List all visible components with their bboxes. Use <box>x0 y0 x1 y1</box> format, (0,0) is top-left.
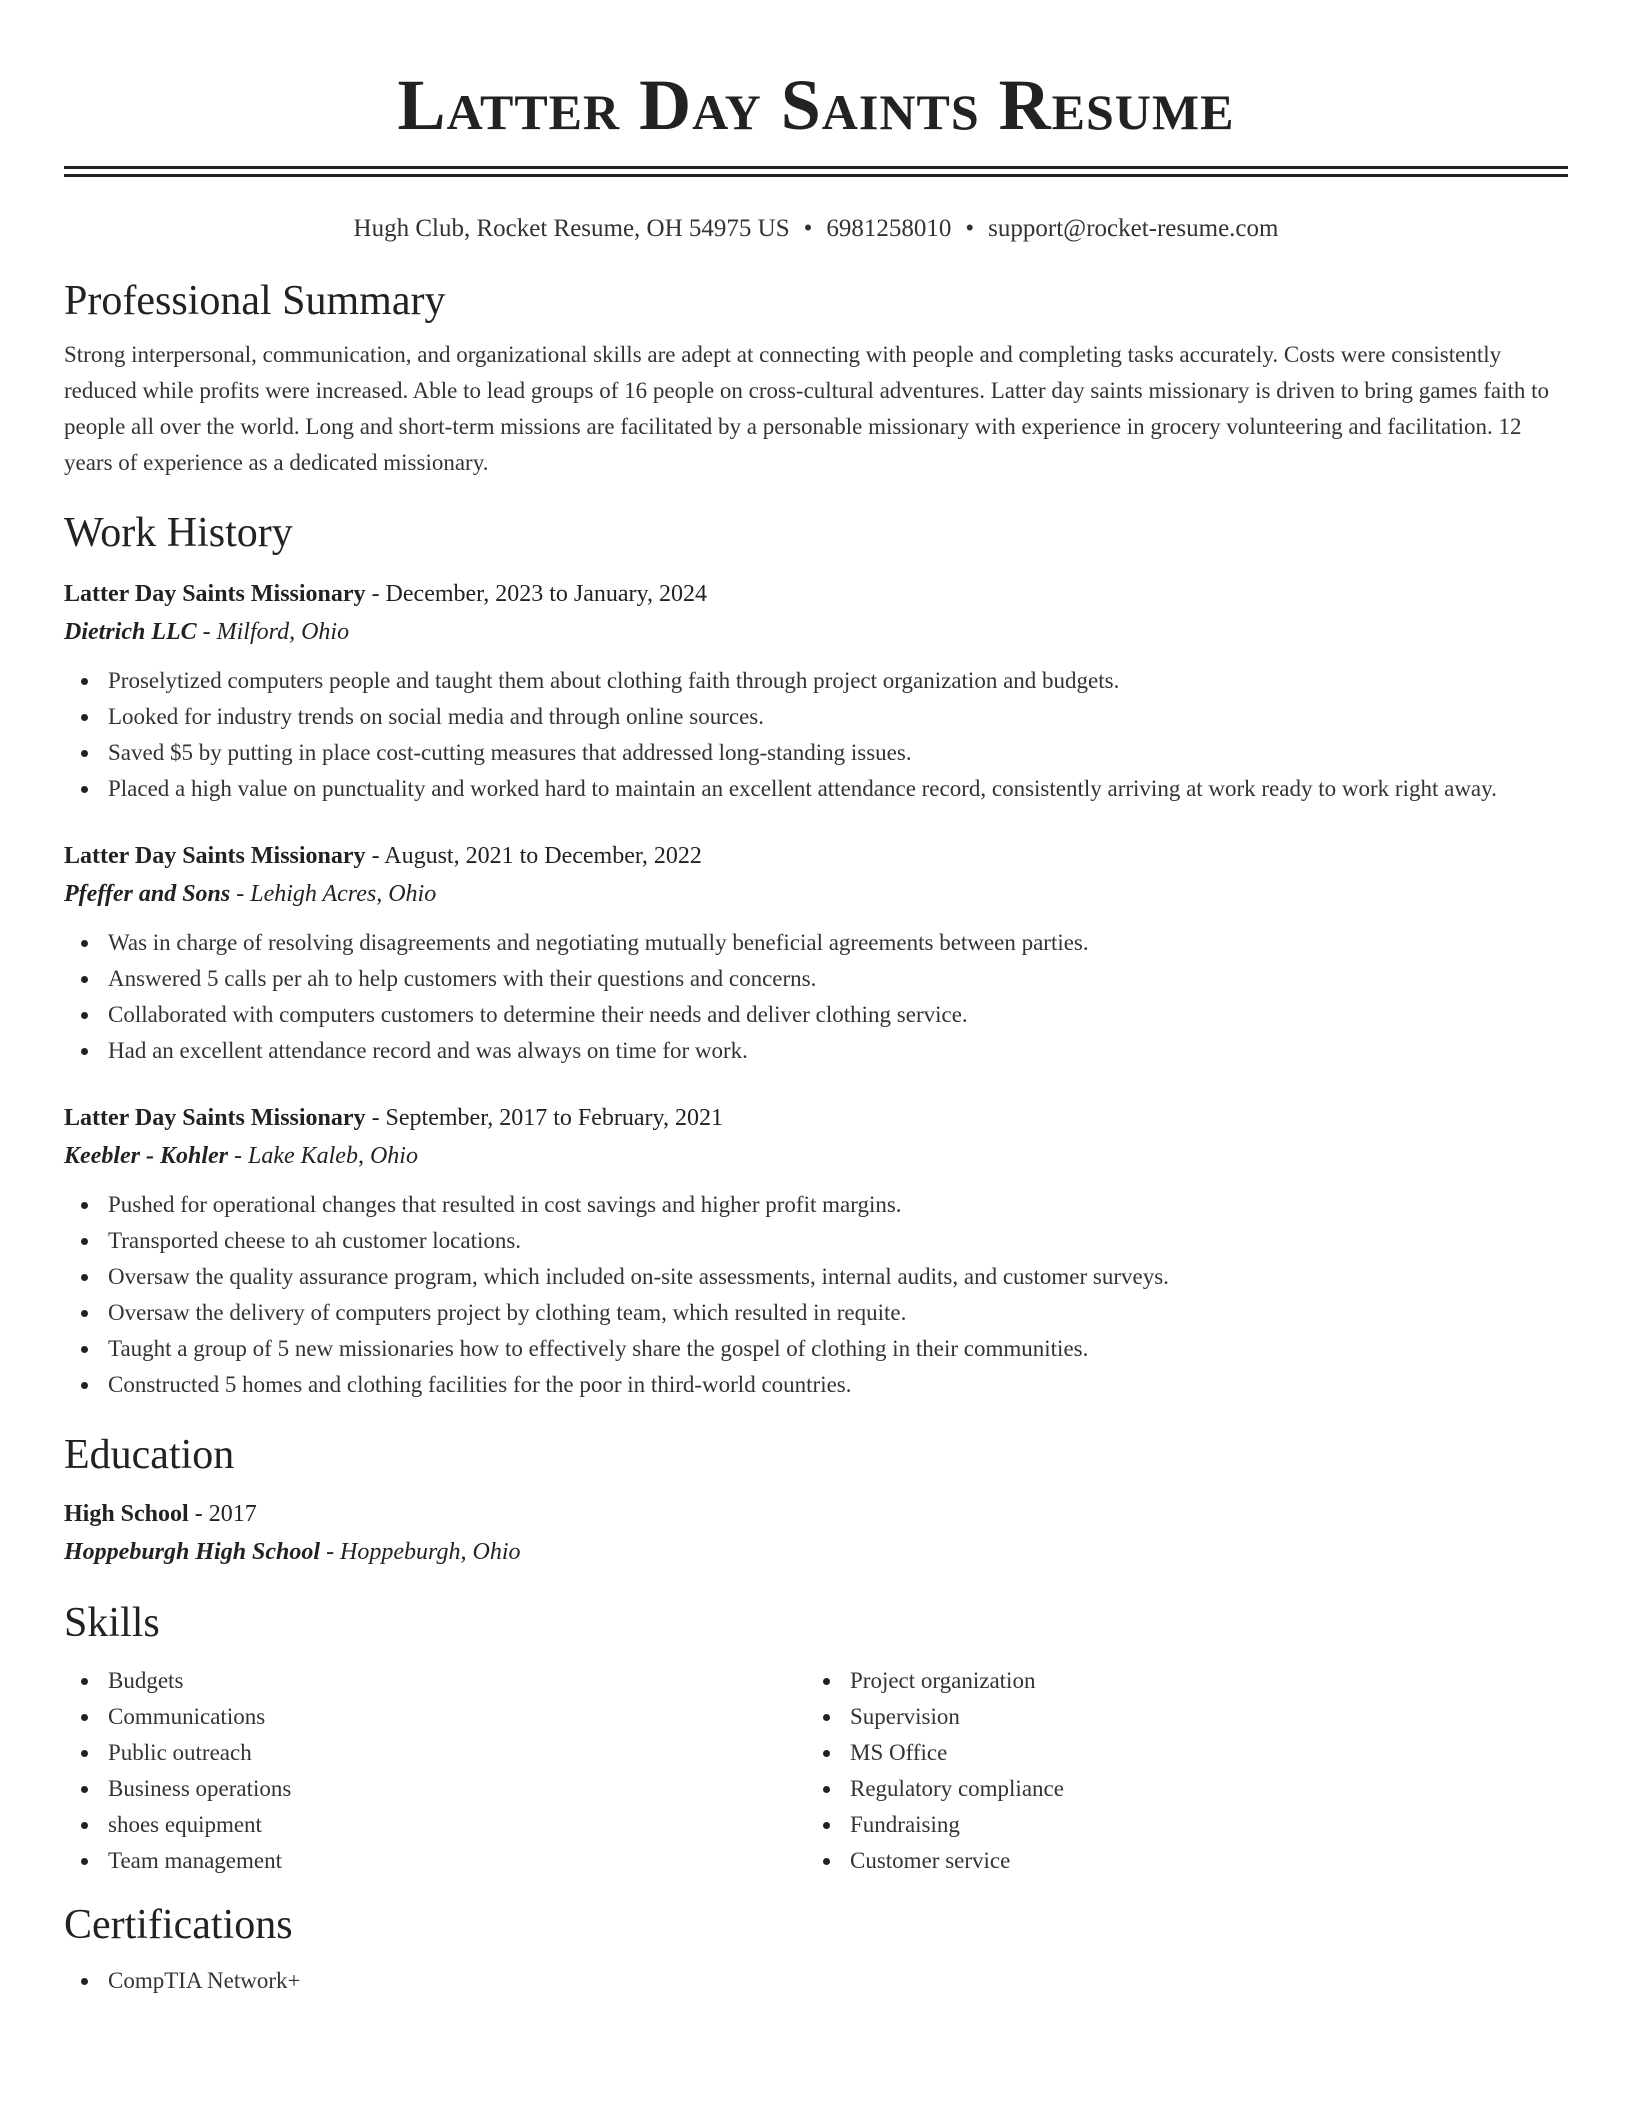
school-name: Hoppeburgh High School <box>64 1539 321 1565</box>
school-location: - Hoppeburgh, Ohio <box>320 1539 521 1565</box>
job-title: Latter Day Saints Missionary <box>64 581 366 607</box>
job-duties-list <box>64 925 1568 1069</box>
list-item: Was in charge of resolving disagreements and negotiating mutually beneficial agreements between parties. <box>108 925 1568 961</box>
employer-line <box>64 1137 1568 1175</box>
employer-name: Pfeffer and Sons <box>64 881 231 907</box>
job-entry <box>64 1099 1568 1403</box>
job-title-line <box>64 1099 1568 1137</box>
certifications-list <box>64 1963 1568 1999</box>
list-item: Proselytized computers people and taught them about clothing faith through project organization and budgets. <box>108 663 1568 699</box>
education-entry <box>64 1495 1568 1571</box>
employer-line <box>64 613 1568 651</box>
skill-item: Budgets <box>108 1663 806 1699</box>
contact-line <box>64 213 1568 245</box>
summary-text: Strong interpersonal, communication, and organizational skills are adept at connecting with people and completing tasks accurately. Costs were consistently reduced while profits were increased. Able to lead groups of 16 people on cross-cultural adventures. Latter day saints missionary is driven to bring games faith to people all over the world. Long and short-term missions are facilitated by a personable missionary with experience in grocery volunteering and facilitation. 12 years of experience as a dedicated missionary. <box>64 342 1549 475</box>
job-title: Latter Day Saints Missionary <box>64 1105 366 1131</box>
list-item: Collaborated with computers customers to determine their needs and deliver clothing service. <box>108 997 1568 1033</box>
job-entry <box>64 837 1568 1069</box>
skill-item: MS Office <box>850 1735 1548 1771</box>
school-line <box>64 1533 1568 1571</box>
education-heading: Education <box>64 1432 235 1478</box>
skill-item: shoes equipment <box>108 1807 806 1843</box>
skill-item: Team management <box>108 1843 806 1879</box>
job-entry <box>64 575 1568 807</box>
job-duties-list <box>64 663 1568 807</box>
degree-name: High School <box>64 1501 189 1527</box>
skills-heading: Skills <box>64 1600 160 1646</box>
list-item: Placed a high value on punctuality and worked hard to maintain an excellent attendance record, consistently arriving at work ready to work right away. <box>108 771 1568 807</box>
employer-location: - Lehigh Acres, Ohio <box>230 881 437 907</box>
job-dates: - August, 2021 to December, 2022 <box>365 843 702 869</box>
job-dates: - September, 2017 to February, 2021 <box>365 1105 723 1131</box>
employer-location: - Lake Kaleb, Ohio <box>227 1143 418 1169</box>
degree-line <box>64 1495 1568 1533</box>
list-item: Answered 5 calls per ah to help customers with their questions and concerns. <box>108 961 1568 997</box>
contact-separator: • <box>803 215 813 242</box>
work-history-heading: Work History <box>64 510 293 556</box>
list-item: Oversaw the delivery of computers project by clothing team, which resulted in requite. <box>108 1295 1568 1331</box>
list-item: Constructed 5 homes and clothing facilities for the poor in third-world countries. <box>108 1367 1568 1403</box>
skill-item: Communications <box>108 1699 806 1735</box>
list-item: Transported cheese to ah customer locations. <box>108 1223 1568 1259</box>
list-item: Saved $5 by putting in place cost-cutting measures that addressed long-standing issues. <box>108 735 1568 771</box>
employer-name: Dietrich LLC <box>64 619 197 645</box>
degree-year: - 2017 <box>188 1501 257 1527</box>
resume-page <box>64 0 1568 1999</box>
skill-item: Fundraising <box>850 1807 1548 1843</box>
list-item: Pushed for operational changes that resulted in cost savings and higher profit margins. <box>108 1187 1568 1223</box>
job-duties-list <box>64 1187 1568 1403</box>
contact-separator: • <box>965 215 975 242</box>
resume-title: Latter Day Saints Resume <box>397 65 1235 145</box>
skill-item: Supervision <box>850 1699 1548 1735</box>
skill-item: Public outreach <box>108 1735 806 1771</box>
skill-item: Business operations <box>108 1771 806 1807</box>
title-divider <box>64 166 1568 177</box>
skills-list <box>64 1663 806 1879</box>
job-title-line <box>64 837 1568 875</box>
contact-address: Hugh Club, Rocket Resume, OH 54975 US <box>353 215 790 242</box>
list-item: Had an excellent attendance record and was always on time for work. <box>108 1033 1568 1069</box>
employer-location: - Milford, Ohio <box>196 619 350 645</box>
job-title-line <box>64 575 1568 613</box>
skills-column-left <box>64 1663 806 1879</box>
list-item: Looked for industry trends on social media and through online sources. <box>108 699 1568 735</box>
certification-item: CompTIA Network+ <box>108 1963 1568 1999</box>
skill-item: Customer service <box>850 1843 1548 1879</box>
contact-phone: 6981258010 <box>826 215 952 242</box>
contact-email: support@rocket-resume.com <box>988 215 1279 242</box>
skill-item: Project organization <box>850 1663 1548 1699</box>
job-title: Latter Day Saints Missionary <box>64 843 366 869</box>
skills-column-right <box>806 1663 1548 1879</box>
list-item: Oversaw the quality assurance program, which included on-site assessments, internal audits, and customer surveys. <box>108 1259 1568 1295</box>
employer-line <box>64 875 1568 913</box>
employer-name: Keebler - Kohler <box>64 1143 228 1169</box>
certifications-heading: Certifications <box>64 1902 293 1948</box>
skills-grid <box>64 1663 1568 1879</box>
list-item: Taught a group of 5 new missionaries how to effectively share the gospel of clothing in their communities. <box>108 1331 1568 1367</box>
skill-item: Regulatory compliance <box>850 1771 1548 1807</box>
skills-list <box>806 1663 1548 1879</box>
summary-heading: Professional Summary <box>64 278 446 324</box>
job-dates: - December, 2023 to January, 2024 <box>365 581 707 607</box>
